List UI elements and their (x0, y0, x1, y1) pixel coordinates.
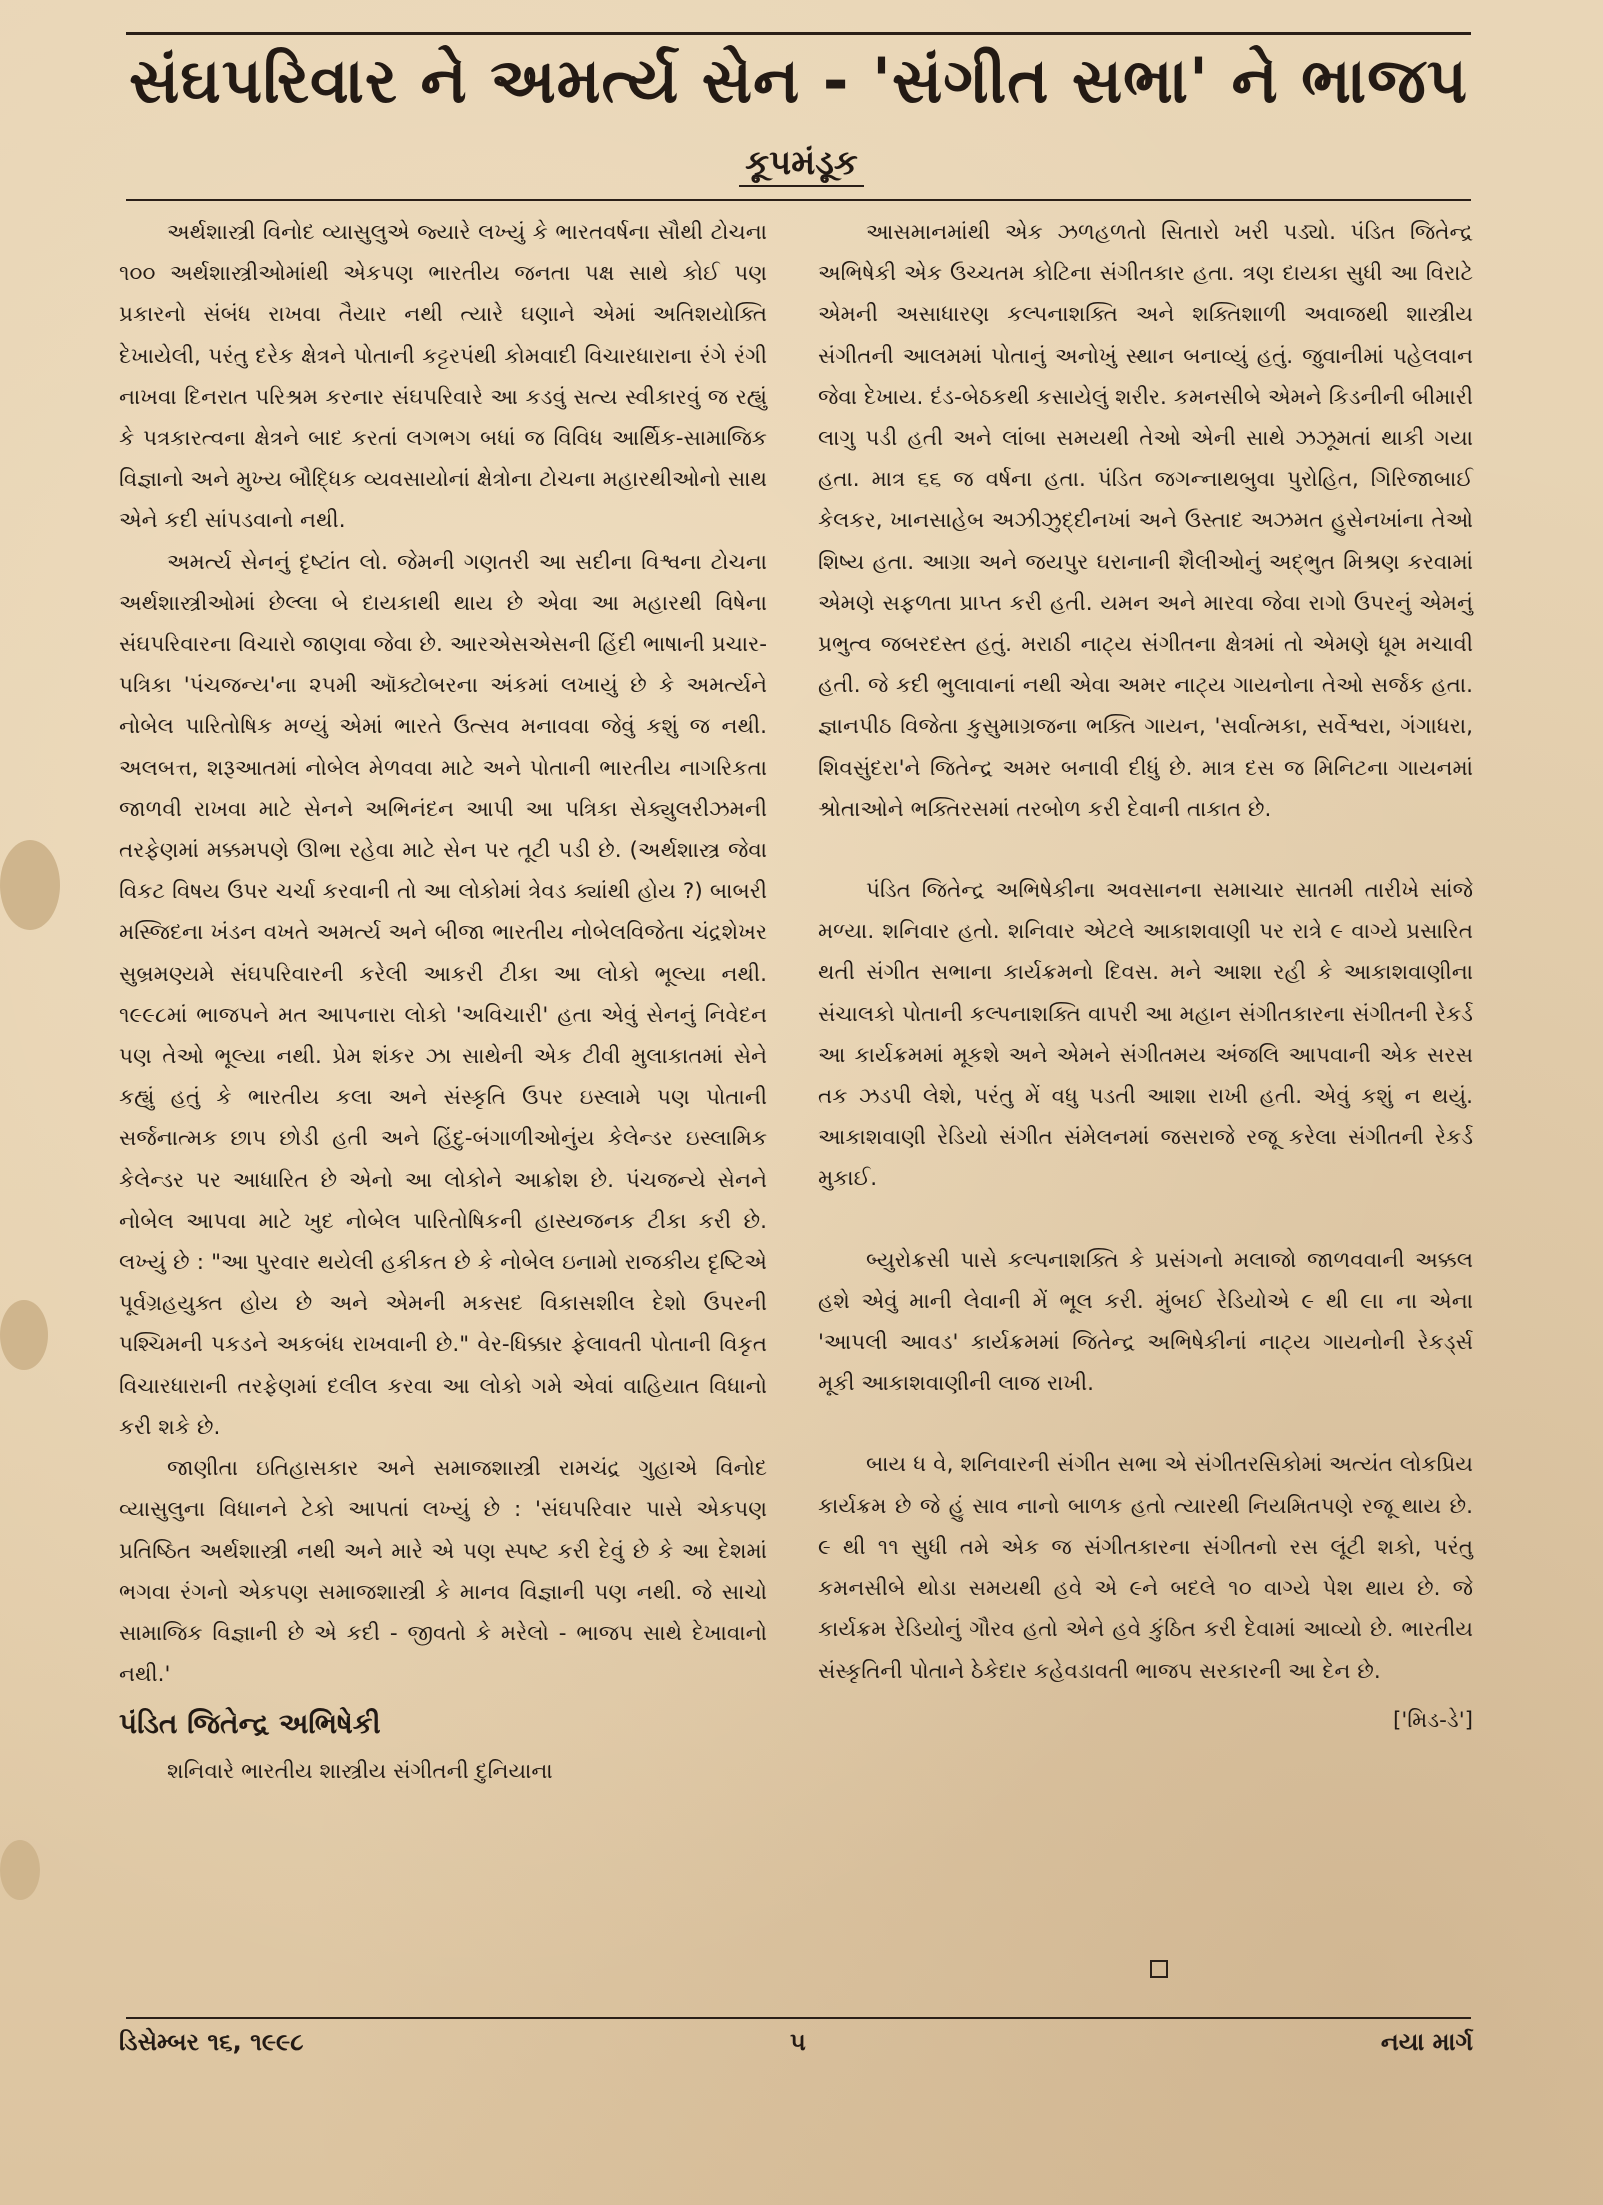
footer-date: ડિસેમ્બર ૧૬, ૧૯૯૮ (119, 2028, 304, 2056)
end-mark-icon (1150, 1960, 1168, 1978)
torn-edge (0, 1840, 40, 1900)
left-column (119, 212, 767, 1793)
paragraph: શનિવારે ભારતીય શાસ્ત્રીય સંગીતની દુનિયાના (167, 1759, 553, 1785)
paragraph: બાય ધ વે, શનિવારની સંગીત સભા એ સંગીતરસિકોમાં અત્યંત લોકપ્રિય કાર્યક્રમ છે જે હું સાવ નાનો બાળક હતો ત્યારથી નિયમિતપણે રજૂ થાય છે. ૯ થી ૧૧ સુધી તમે એક જ સંગીતકારના સંગીતનો રસ લૂંટી શકો, પરંતુ કમનસીબે થોડા સમયથી હવે એ ૯ને બદલે ૧૦ વાગ્યે પેશ થાય છે. જે કાર્યક્રમ રેડિયોનું ગૌરવ હતો એને હવે કુંઠિત કરી દેવામાં આવ્યો છે. ભારતીય સંસ્કૃતિની પોતાને ઠેકેદાર કહેવડાવતી ભાજપ સરકારની આ દેન છે. (818, 1452, 1473, 1684)
footer-publication: નયા માર્ગ (1380, 2028, 1473, 2056)
paragraph: આસમાનમાંથી એક ઝળહળતો સિતારો ખરી પડ્યો. પંડિત જિતેન્દ્ર અભિષેકી એક ઉચ્ચતમ કોટિના સંગીતકાર હતા. ત્રણ દાયકા સુધી આ વિરાટે એમની અસાધારણ કલ્પનાશક્તિ અને શક્તિશાળી અવાજથી શાસ્ત્રીય સંગીતની આલમમાં પોતાનું અનોખું સ્થાન બનાવ્યું હતું. જુવાનીમાં પહેલવાન જેવા દેખાય. દંડ-બેઠકથી કસાયેલું શરીર. કમનસીબે એમને કિડનીની બીમારી લાગુ પડી હતી અને લાંબા સમયથી તેઓ એની સાથે ઝઝૂમતાં થાકી ગયા હતા. માત્ર ૬૬ જ વર્ષના હતા. પંડિત જગન્નાથબુવા પુરોહિત, ગિરિજાબાઈ કેલકર, ખાનસાહેબ અઝીઝુદ્દીનખાં અને ઉસ્તાદ અઝમત હુસેનખાંના તેઓ શિષ્ય હતા. આગ્રા અને જયપુર ઘરાનાની શૈલીઓનું અદ્ભુત મિશ્રણ કરવામાં એમણે સફળતા પ્રાપ્ત કરી હતી. યમન અને મારવા જેવા રાગો ઉપરનું એમનું પ્રભુત્વ જબરદસ્ત હતું. મરાઠી નાટ્ય સંગીતના ક્ષેત્રમાં તો એમણે ધૂમ મચાવી હતી. જે કદી ભુલાવાનાં નથી એવા અમર નાટ્ય ગાયનોના તેઓ સર્જક હતા. જ્ઞાનપીઠ વિજેતા કુસુમાગ્રજના ભક્તિ ગાયન, 'સર્વાત્મકા, સર્વેશ્વરા, ગંગાધરા, શિવસુંદરા'ને જિતેન્દ્ર અમર બનાવી દીધું છે. માત્ર દસ જ મિનિટના ગાયનમાં શ્રોતાઓને ભક્તિરસમાં તરબોળ કરી દેવાની તાકાત છે. (818, 220, 1473, 822)
footer-page-number: ૫ (790, 2028, 806, 2056)
byline-text: કૂપમંડૂક (739, 143, 864, 187)
paragraph: બ્યુરોક્રસી પાસે કલ્પનાશક્તિ કે પ્રસંગનો મલાજો જાળવવાની અક્કલ હશે એવું માની લેવાની મેં ભૂલ કરી. મુંબઈ રેડિયોએ ૯ થી ૯।। ના એના 'આપલી આવડ' કાર્યક્રમમાં જિતેન્દ્ર અભિષેકીનાં નાટ્ય ગાયનોની રેકર્ડ્સ મૂકી આકાશવાણીની લાજ રાખી. (818, 1247, 1473, 1397)
paragraph: અર્થશાસ્ત્રી વિનોદ વ્યાસુલુએ જ્યારે લખ્યું કે ભારતવર્ષના સૌથી ટોચના ૧૦૦ અર્થશાસ્ત્રીઓમાંથી એકપણ ભારતીય જનતા પક્ષ સાથે કોઈ પણ પ્રકારનો સંબંધ રાખવા તૈયાર નથી ત્યારે ઘણાને એમાં અતિશયોક્તિ દેખાયેલી, પરંતુ દરેક ક્ષેત્રને પોતાની કટ્ટરપંથી કોમવાદી વિચારધારાના રંગે રંગી નાખવા દિનરાત પરિશ્રમ કરનાર સંઘપરિવારે આ કડવું સત્ય સ્વીકારવું જ રહ્યું કે પત્રકારત્વના ક્ષેત્રને બાદ કરતાં લગભગ બધાં જ વિવિધ આર્થિક-સામાજિક વિજ્ઞાનો અને મુખ્ય બૌદ્ધિક વ્યવસાયોનાં ક્ષેત્રોના ટોચના મહારથીઓનો સાથ એને કદી સાંપડવાનો નથી. (119, 220, 767, 534)
article-headline: સંઘપરિવાર ને અમર્ત્ય સેન - 'સંગીત સભા' ને ભાજપ (129, 44, 1468, 117)
paragraph: પંડિત જિતેન્દ્ર અભિષેકીના અવસાનના સમાચાર સાતમી તારીખે સાંજે મળ્યા. શનિવાર હતો. શનિવાર એટલે આકાશવાણી પર રાત્રે ૯ વાગ્યે પ્રસારિત થતી સંગીત સભાના કાર્યક્રમનો દિવસ. મને આશા રહી કે આકાશવાણીના સંચાલકો પોતાની કલ્પનાશક્તિ વાપરી આ મહાન સંગીતકારના સંગીતની રેકર્ડ આ કાર્યક્રમમાં મૂકશે અને એમને સંગીતમય અંજલિ આપવાની એક સરસ તક ઝડપી લેશે, પરંતુ મેં વધુ પડતી આશા રાખી હતી. એવું કશું ન થયું. આકાશવાણી રેડિયો સંગીત સંમેલનમાં જસરાજે રજૂ કરેલા સંગીતની રેકર્ડ મુકાઈ. (818, 878, 1473, 1192)
paragraph: અમર્ત્ય સેનનું દૃષ્ટાંત લો. જેમની ગણતરી આ સદીના વિશ્વના ટોચના અર્થશાસ્ત્રીઓમાં છેલ્લા બે દાયકાથી થાય છે એવા આ મહારથી વિષેના સંઘપરિવારના વિચારો જાણવા જેવા છે. આરએસએસની હિંદી ભાષાની પ્રચાર-પત્રિકા 'પંચજન્ય'ના ૨૫મી ઑક્ટોબરના અંકમાં લખાયું છે કે અમર્ત્યને નોબેલ પારિતોષિક મળ્યું એમાં ભારતે ઉત્સવ મનાવવા જેવું કશું જ નથી. અલબત્ત, શરૂઆતમાં નોબેલ મેળવવા માટે અને પોતાની ભારતીય નાગરિકતા જાળવી રાખવા માટે સેનને અભિનંદન આપી આ પત્રિકા સેક્યુલરીઝમની તરફેણમાં મક્કમપણે ઊભા રહેવા માટે સેન પર તૂટી પડી છે. (અર્થશાસ્ત્ર જેવા વિકટ વિષય ઉપર ચર્ચા કરવાની તો આ લોકોમાં ત્રેવડ ક્યાંથી હોય ?) બાબરી મસ્જિદના ખંડન વખતે અમર્ત્ય અને બીજા ભારતીય નોબેલવિજેતા ચંદ્રશેખર સુબ્રમણ્યમે સંઘપરિવારની કરેલી આકરી ટીકા આ લોકો ભૂલ્યા નથી. ૧૯૯૮માં ભાજપને મત આપનારા લોકો 'અવિચારી' હતા એવું સેનનું નિવેદન પણ તેઓ ભૂલ્યા નથી. પ્રેમ શંકર ઝા સાથેની એક ટીવી મુલાકાતમાં સેને કહ્યું હતું કે ભારતીય કલા અને સંસ્કૃતિ ઉપર ઇસ્લામે પણ પોતાની સર્જનાત્મક છાપ છોડી હતી અને હિંદુ-બંગાળીઓનુંય કેલેન્ડર ઇસ્લામિક કેલેન્ડર પર આધારિત છે એનો આ લોકોને આક્રોશ છે. પંચજન્યે સેનને નોબેલ આપવા માટે ખુદ નોબેલ પારિતોષિકની હાસ્યજનક ટીકા કરી છે. લખ્યું છે : "આ પુરવાર થયેલી હકીકત છે કે નોબેલ ઇનામો રાજકીય દૃષ્ટિએ પૂર્વગ્રહયુક્ત હોય છે અને એમની મકસદ વિકાસશીલ દેશો ઉપરની પશ્ચિમની પકડને અકબંધ રાખવાની છે." વેર-ધિક્કાર ફેલાવતી પોતાની વિકૃત વિચારધારાની તરફેણમાં દલીલ કરવા આ લોકો ગમે એવાં વાહિયાત વિધાનો કરી શકે છે. (119, 549, 767, 1440)
top-rule (126, 32, 1471, 35)
source-credit: ['મિડ-ડે'] (1393, 1707, 1473, 1733)
header-rule (126, 199, 1471, 201)
paragraph: જાણીતા ઇતિહાસકાર અને સમાજશાસ્ત્રી રામચંદ્ર ગુહાએ વિનોદ વ્યાસુલુના વિધાનને ટેકો આપતાં લખ્યું છે : 'સંઘપરિવાર પાસે એકપણ પ્રતિષ્ઠિત અર્થશાસ્ત્રી નથી અને મારે એ પણ સ્પષ્ટ કરી દેવું છે કે આ દેશમાં ભગવા રંગનો એકપણ સમાજશાસ્ત્રી કે માનવ વિજ્ઞાની પણ નથી. જે સાચો સામાજિક વિજ્ઞાની છે એ કદી - જીવતો કે મરેલો - ભાજપ સાથે દેખાવાનો નથી.' (119, 1456, 767, 1688)
right-column (818, 212, 1473, 1736)
article-byline (0, 138, 1603, 188)
section-subhead: પંડિત જિતેન્દ્ર અભિષેકી (119, 1707, 381, 1741)
footer-rule (126, 2017, 1471, 2019)
torn-edge (0, 840, 60, 930)
torn-edge (0, 1300, 48, 1370)
